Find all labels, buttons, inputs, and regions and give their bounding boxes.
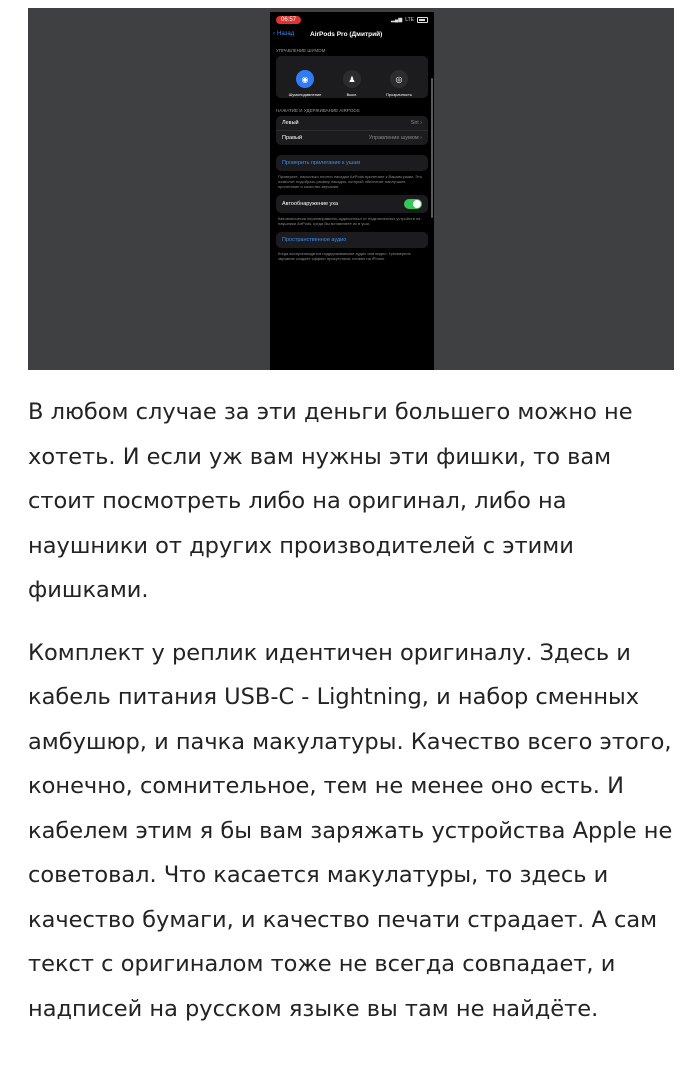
signal-icon: ▂▄▆ <box>390 17 403 23</box>
network-label: LTE <box>405 17 414 23</box>
ear-detection-row <box>276 195 428 213</box>
article-body <box>28 390 678 1049</box>
mode-noise-cancel[interactable] <box>282 70 328 97</box>
press-settings-group <box>276 116 428 145</box>
nav-bar <box>270 28 434 42</box>
status-bar <box>270 12 434 28</box>
spatial-audio-link[interactable]: Пространственное аудио <box>282 237 347 243</box>
article-paragraph: В любом случае за эти деньги большего можно не хотеть. И если уж вам нужны эти фишки, то вам стоит посмотреть либо на оригинал, либо на наушники от других производителей с этими фишками. <box>28 399 633 603</box>
fit-note: Проверьте, насколько плотно насадки AirPods прилегают к Вашим ушам. Это позволит подобрать размер насадок, который обеспечит наилучшее прилегание и качество звучания. <box>278 174 423 189</box>
ear-note: Автоматически перенаправлять аудиосигнал от подключенных устройств на наушники AirPods, когда Вы вставляете их в уши. <box>278 216 421 226</box>
article-photo <box>28 8 674 370</box>
noise-section-header: УПРАВЛЕНИЕ ШУМОМ <box>276 48 326 53</box>
fit-test-link[interactable]: Проверить прилегание к ушам <box>282 160 360 166</box>
ear-detection-toggle[interactable] <box>404 199 422 209</box>
person-icon: ♟ <box>343 70 361 88</box>
noise-mode-selector <box>276 56 428 98</box>
article-paragraph: Комплект у реплик идентичен оригиналу. Здесь и кабель питания USB-C - Lightning, и набор сменных амбушюр, и пачка макулатуры. Качество всего этого, конечно, сомнительное, тем не менее оно есть. И кабелем этим я бы вам заряжать устройства Apple не советовал. Что касается макулатуры, то здесь и качество бумаги, и качество печати страдает. А сам текст с оригиналом тоже не всегда совпадает, и надписей на русском языке вы там не найдёте. <box>28 639 673 1022</box>
chevron-right-icon: › <box>420 120 422 126</box>
mode-label: Прозрачность <box>386 92 412 97</box>
back-button[interactable] <box>273 31 294 37</box>
noise-cancel-icon: ◉ <box>296 70 314 88</box>
press-row-right[interactable] <box>276 131 428 145</box>
row-value <box>369 135 422 141</box>
spatial-note: Когда воспроизводится поддерживаемое аудио или видео, трехмерное звучание создает эффект присутствия, словно на iPhone. <box>278 251 411 261</box>
press-section-header: НАЖАТИЕ И УДЕРЖИВАНИЕ AIRPODS <box>276 108 360 113</box>
status-time: 06:57 <box>276 16 301 24</box>
page-title: AirPods Pro (Дмитрий) <box>310 31 383 38</box>
fit-test-group <box>276 155 428 171</box>
row-value-text: Siri <box>410 120 419 126</box>
ear-detection-group <box>276 195 428 213</box>
mode-label: Шумоподавление <box>288 92 322 97</box>
battery-icon <box>417 17 428 23</box>
mode-transparency[interactable] <box>376 70 422 97</box>
transparency-icon: ◎ <box>390 70 408 88</box>
spatial-audio-group <box>276 232 428 248</box>
press-row-left[interactable] <box>276 116 428 131</box>
row-label: Левый <box>282 120 299 126</box>
back-label: Назад <box>277 31 295 37</box>
scrollbar[interactable] <box>431 78 433 218</box>
ear-detection-label: Автообнаружение уха <box>282 201 339 207</box>
mode-label: Выкл. <box>346 92 358 97</box>
row-label: Правый <box>282 135 303 141</box>
chevron-left-icon: ‹ <box>273 31 275 37</box>
mode-off[interactable] <box>329 70 375 97</box>
signal-indicator <box>391 17 428 23</box>
row-value-text: Управление шумом <box>368 135 419 141</box>
chevron-right-icon: › <box>420 135 422 141</box>
row-value <box>411 120 422 126</box>
phone-screenshot <box>270 12 434 370</box>
